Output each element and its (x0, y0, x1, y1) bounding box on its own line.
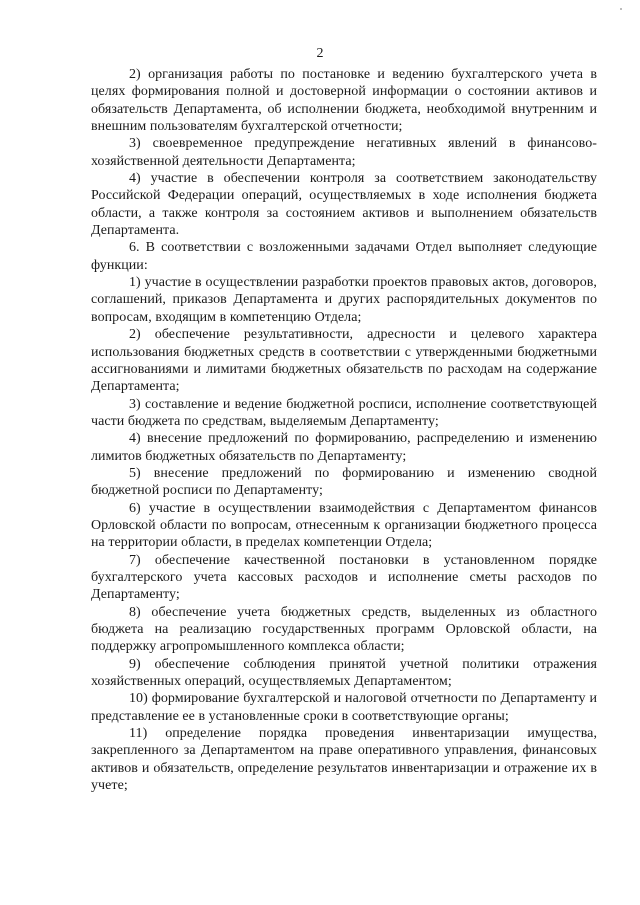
paragraph-item-2: 2) организация работы по постановке и ведению бухгалтерского учета в целях формирования полной и достоверной информации о состоянии активов и обязательств Департамента, об исполнении бюджета, необходимой внутренним и внешним пользователям бухгалтерской отчетности; (91, 67, 597, 135)
section-6-heading: 6. В соответствии с возложенными задачами Отдел выполняет следующие функции: (91, 240, 597, 273)
function-item-5: 5) внесение предложений по формированию и изменению сводной бюджетной росписи по Департаменту; (91, 465, 597, 499)
function-item-7: 7) обеспечение качественной постановки в установленном порядке бухгалтерского учета кассовых расходов и исполнение сметы расходов по Департаменту; (91, 552, 597, 603)
document-body (91, 66, 597, 794)
paragraph-item-4: 4) участие в обеспечении контроля за соответствием законодательству Российской Федерации операций, осуществляемых в ходе исполнения бюджета области, а также контроля за состоянием активов и выполнением обязательств Департамента. (91, 171, 597, 239)
scan-artifact (620, 8, 622, 10)
function-item-11: 11) определение порядка проведения инвентаризации имущества, закрепленного за Департаментом на праве оперативного управления, финансовых активов и обязательств, определение результатов инвентаризации и отражение их в учете; (91, 726, 597, 794)
page-number: 2 (316, 46, 324, 61)
function-item-2: 2) обеспечение результативности, адресности и целевого характера использования бюджетных средств в соответствии с утвержденными бюджетными ассигнованиями и лимитами бюджетных обязательств по расходам на содержание Департамента; (91, 327, 597, 395)
paragraph-item-3: 3) своевременное предупреждение негативных явлений в финансово-хозяйственной деятельности Департамента; (91, 136, 597, 169)
function-item-9: 9) обеспечение соблюдения принятой учетной политики отражения хозяйственных операций, осуществляемых Департаментом; (91, 656, 597, 690)
function-item-8: 8) обеспечение учета бюджетных средств, выделенных из областного бюджета на реализацию государственных программ Орловской области, на поддержку агропромышленного комплекса области; (91, 604, 597, 655)
function-item-10: 10) формирование бухгалтерской и налоговой отчетности по Департаменту и представление ее в установленные сроки в соответствующие органы; (91, 691, 597, 724)
function-item-4: 4) внесение предложений по формированию, распределению и изменению лимитов бюджетных обязательств по Департаменту; (91, 431, 597, 464)
function-item-6: 6) участие в осуществлении взаимодействия с Департаментом финансов Орловской области по вопросам, отнесенным к организации бюджетного процесса на территории области, в пределах компетенции Отдела; (91, 500, 597, 551)
function-item-1: 1) участие в осуществлении разработки проектов правовых актов, договоров, соглашений, приказов Департамента и других распорядительных документов по вопросам, входящим в компетенцию Отдела; (91, 275, 597, 325)
function-item-3: 3) составление и ведение бюджетной росписи, исполнение соответствующей части бюджета по средствам, выделяемым Департаменту; (91, 396, 597, 429)
